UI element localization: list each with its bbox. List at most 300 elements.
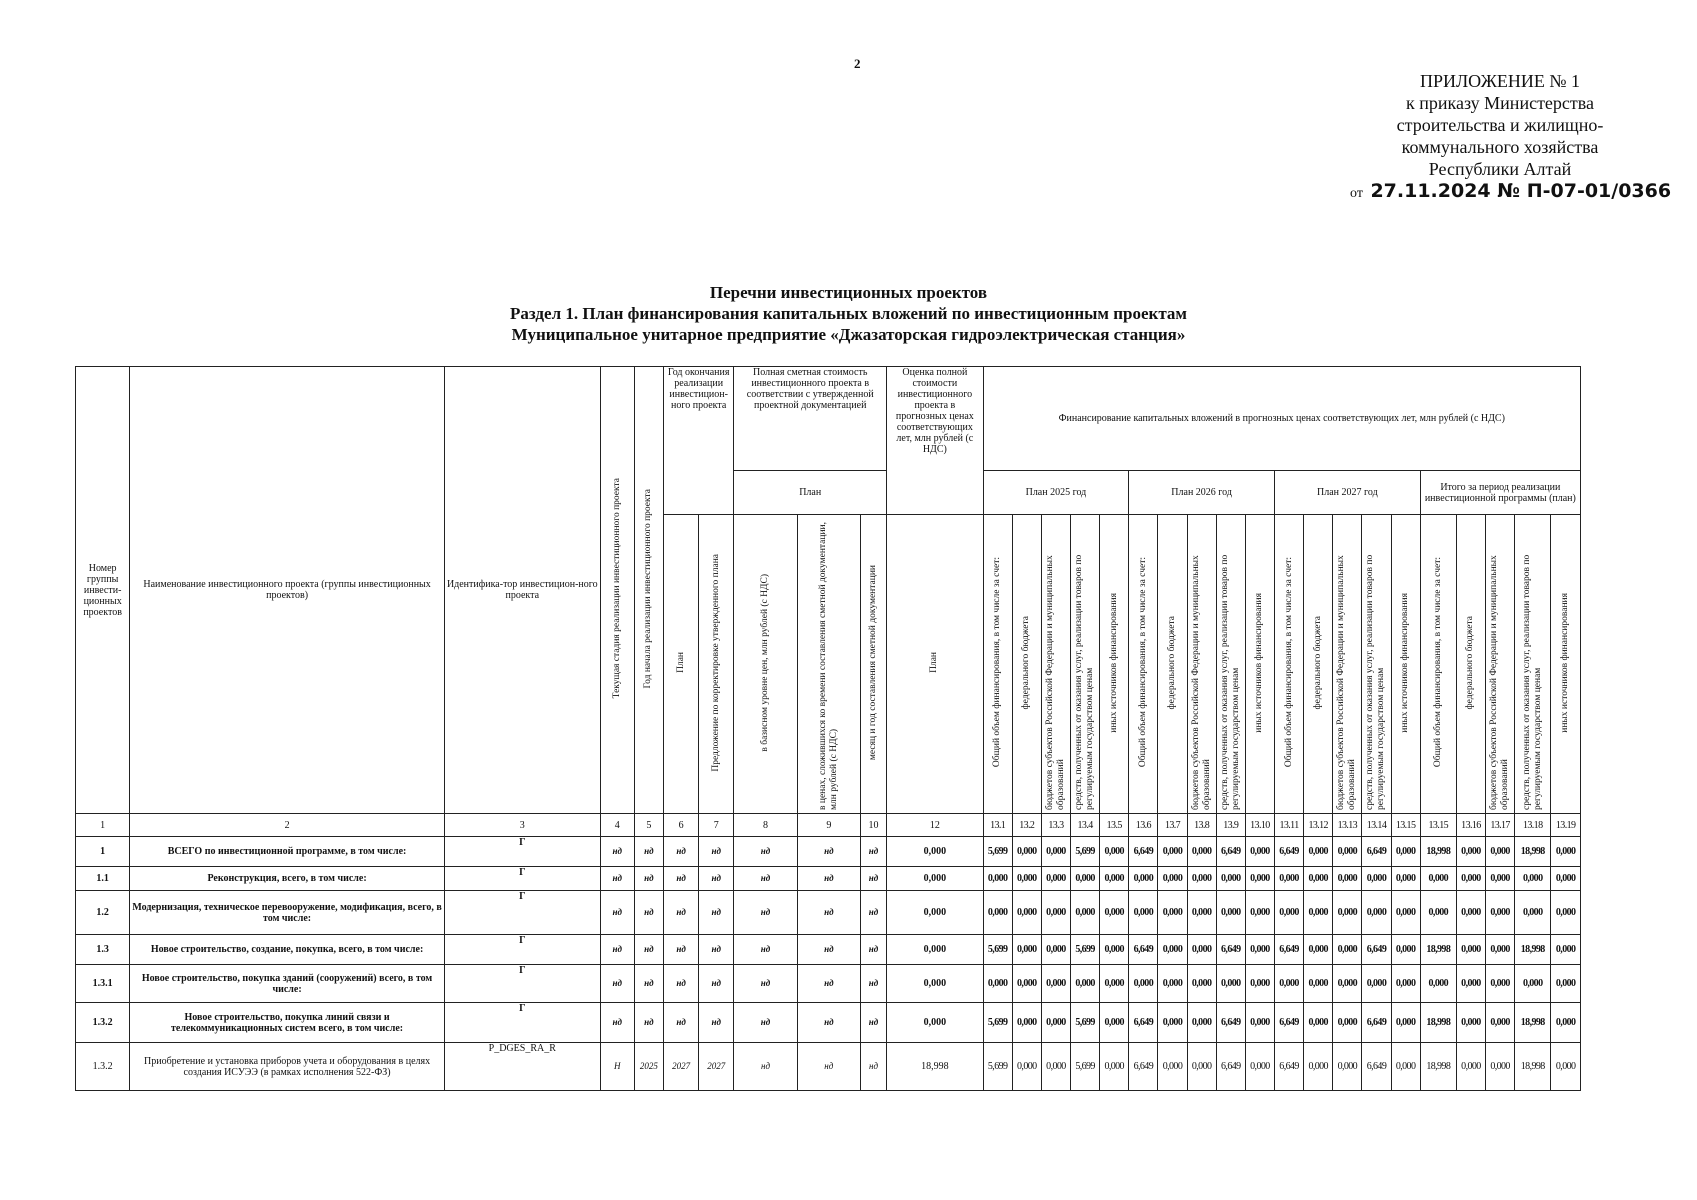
header-cost-current-text: в ценах, сложившихся ко времени составления сметной документации, млн рублей (с НДС) xyxy=(817,521,839,810)
row-cost-current: нд xyxy=(797,837,860,867)
row-financing-value: 0,000 xyxy=(1187,837,1216,867)
header-cost-base xyxy=(734,515,797,814)
row-financing-value: 0,000 xyxy=(1187,965,1216,1003)
row-cost-date: нд xyxy=(860,891,886,935)
row-end-proposal: нд xyxy=(699,935,734,965)
row-financing-value: 0,000 xyxy=(1486,965,1515,1003)
row-financing-value: 0,000 xyxy=(1187,1003,1216,1043)
header-fin-other-text: иных источников финансирования xyxy=(1254,592,1265,733)
document-titles xyxy=(0,282,1697,345)
row-name: Новое строительство, покупка линий связи и телекоммуникационных систем всего, в том числе: xyxy=(130,1003,445,1043)
row-financing-value: 0,000 xyxy=(1304,867,1333,891)
row-financing-value: 6,649 xyxy=(1216,1003,1245,1043)
header-fin-federal-text: федерального бюджета xyxy=(1312,615,1323,710)
row-financing-value: 0,000 xyxy=(1456,965,1485,1003)
header-period-2026: План 2026 год xyxy=(1129,471,1275,515)
row-financing-value: 0,000 xyxy=(1486,837,1515,867)
row-financing-value: 0,000 xyxy=(1304,965,1333,1003)
row-stage: нд xyxy=(600,837,634,867)
column-number: 7 xyxy=(699,814,734,837)
row-financing-value: 0,000 xyxy=(1245,1043,1274,1091)
column-number: 13.9 xyxy=(1216,814,1245,837)
column-number: 12 xyxy=(887,814,983,837)
row-financing-value: 0,000 xyxy=(1041,891,1070,935)
header-fin-regional xyxy=(1187,515,1216,814)
column-number: 13.14 xyxy=(1362,814,1391,837)
row-financing-value: 0,000 xyxy=(1041,837,1070,867)
row-estimate: 0,000 xyxy=(887,891,983,935)
row-financing-value: 6,649 xyxy=(1274,935,1303,965)
row-cost-date: нд xyxy=(860,1003,886,1043)
row-financing-value: 0,000 xyxy=(1158,837,1187,867)
row-financing-value: 0,000 xyxy=(1216,965,1245,1003)
header-fin-other xyxy=(1100,515,1129,814)
row-cost-current: нд xyxy=(797,965,860,1003)
column-number: 13.5 xyxy=(1100,814,1129,837)
appendix-line: Республики Алтай xyxy=(1428,159,1572,179)
row-financing-value: 0,000 xyxy=(1456,867,1485,891)
column-number: 3 xyxy=(444,814,600,837)
header-financing: Финансирование капитальных вложений в прогнозных ценах соответствующих лет, млн рублей (с НДС) xyxy=(983,367,1580,471)
header-start-year-text: Год начала реализации инвестиционного проекта xyxy=(643,488,654,689)
row-financing-value: 5,699 xyxy=(983,1003,1012,1043)
header-end-proposal-text: Предложение по корректировке утвержденного плана xyxy=(710,553,721,772)
row-financing-value: 0,000 xyxy=(1420,891,1456,935)
row-financing-value: 5,699 xyxy=(1071,1043,1100,1091)
header-fin-federal xyxy=(1456,515,1485,814)
row-financing-value: 0,000 xyxy=(1100,965,1129,1003)
row-financing-value: 0,000 xyxy=(1304,1043,1333,1091)
row-stage: Н xyxy=(600,1043,634,1091)
header-fin-other xyxy=(1551,515,1581,814)
row-cost-current: нд xyxy=(797,891,860,935)
row-financing-value: 18,998 xyxy=(1515,935,1551,965)
row-number: 1.3.2 xyxy=(76,1043,130,1091)
table-row xyxy=(76,935,1581,965)
row-financing-value: 0,000 xyxy=(1274,965,1303,1003)
row-cost-base: нд xyxy=(734,935,797,965)
row-financing-value: 0,000 xyxy=(1333,965,1362,1003)
row-number: 1.2 xyxy=(76,891,130,935)
row-estimate: 0,000 xyxy=(887,965,983,1003)
row-financing-value: 0,000 xyxy=(1391,891,1420,935)
header-fin-federal xyxy=(1304,515,1333,814)
row-financing-value: 0,000 xyxy=(1187,891,1216,935)
header-fin-other-text: иных источников финансирования xyxy=(1108,592,1119,733)
row-financing-value: 18,998 xyxy=(1515,1043,1551,1091)
row-financing-value: 6,649 xyxy=(1129,1043,1158,1091)
header-fin-regional xyxy=(1486,515,1515,814)
row-financing-value: 0,000 xyxy=(1333,891,1362,935)
row-cost-current: нд xyxy=(797,1043,860,1091)
header-fin-tariff-text: средств, полученных от оказания услуг, реализации товаров по регулируемым государством ценам xyxy=(1521,554,1543,810)
row-financing-value: 0,000 xyxy=(1012,1003,1041,1043)
column-number: 13.17 xyxy=(1486,814,1515,837)
row-financing-value: 0,000 xyxy=(1245,891,1274,935)
row-end-plan: нд xyxy=(663,1003,698,1043)
row-financing-value: 6,649 xyxy=(1362,1003,1391,1043)
table-body xyxy=(76,814,1581,1091)
column-number: 13.1 xyxy=(983,814,1012,837)
row-financing-value: 0,000 xyxy=(1158,1043,1187,1091)
row-number: 1 xyxy=(76,837,130,867)
row-financing-value: 0,000 xyxy=(983,891,1012,935)
row-financing-value: 6,649 xyxy=(1362,837,1391,867)
row-financing-value: 0,000 xyxy=(1486,867,1515,891)
row-end-plan: нд xyxy=(663,867,698,891)
column-number: 9 xyxy=(797,814,860,837)
column-number: 13.8 xyxy=(1187,814,1216,837)
header-stage-text: Текущая стадия реализации инвестиционного проекта xyxy=(611,478,622,699)
header-estimate: Оценка полной стоимости инвестиционного проекта в прогнозных ценах соответствующих лет, млн рублей (с НДС) xyxy=(887,367,983,515)
row-cost-base: нд xyxy=(734,1003,797,1043)
header-fin-regional-text: бюджетов субъектов Российской Федерации и муниципальных образований xyxy=(1336,555,1358,810)
row-financing-value: 0,000 xyxy=(1012,965,1041,1003)
row-identifier: Г xyxy=(444,837,600,867)
row-estimate: 0,000 xyxy=(887,935,983,965)
row-financing-value: 0,000 xyxy=(1362,965,1391,1003)
column-number: 13.3 xyxy=(1041,814,1070,837)
row-financing-value: 0,000 xyxy=(1100,867,1129,891)
row-financing-value: 0,000 xyxy=(1333,1043,1362,1091)
row-financing-value: 6,649 xyxy=(1129,935,1158,965)
header-fin-tariff-text: средств, полученных от оказания услуг, реализации товаров по регулируемым государством ценам xyxy=(1074,554,1096,810)
row-financing-value: 0,000 xyxy=(1391,965,1420,1003)
row-financing-value: 0,000 xyxy=(1333,1003,1362,1043)
row-financing-value: 0,000 xyxy=(1304,837,1333,867)
row-end-plan: нд xyxy=(663,891,698,935)
header-cost-base-text: в базисном уровне цен, млн рублей (с НДС) xyxy=(760,573,770,752)
table-row xyxy=(76,867,1581,891)
row-end-proposal: нд xyxy=(699,837,734,867)
appendix-line: ПРИЛОЖЕНИЕ № 1 xyxy=(1419,71,1581,91)
row-financing-value: 0,000 xyxy=(1129,867,1158,891)
appendix-block xyxy=(1350,70,1672,205)
row-financing-value: 0,000 xyxy=(1304,935,1333,965)
row-financing-value: 0,000 xyxy=(1456,935,1485,965)
header-fin-regional xyxy=(1041,515,1070,814)
row-financing-value: 0,000 xyxy=(1158,965,1187,1003)
row-start-year: нд xyxy=(634,935,663,965)
header-fin-other-text: иных источников финансирования xyxy=(1560,592,1571,733)
row-cost-current: нд xyxy=(797,867,860,891)
column-number: 13.7 xyxy=(1158,814,1187,837)
row-financing-value: 0,000 xyxy=(1362,867,1391,891)
row-end-proposal: нд xyxy=(699,891,734,935)
table-row xyxy=(76,891,1581,935)
header-fin-total-text: Общий объем финансирования, в том числе за счет: xyxy=(1432,557,1443,768)
row-end-plan: нд xyxy=(663,935,698,965)
row-financing-value: 0,000 xyxy=(1304,891,1333,935)
column-number: 13.10 xyxy=(1245,814,1274,837)
order-prefix: от xyxy=(1350,186,1363,201)
row-financing-value: 0,000 xyxy=(1012,935,1041,965)
header-fin-regional xyxy=(1333,515,1362,814)
row-financing-value: 0,000 xyxy=(1129,965,1158,1003)
row-financing-value: 18,998 xyxy=(1515,1003,1551,1043)
row-cost-base: нд xyxy=(734,891,797,935)
row-estimate: 0,000 xyxy=(887,1003,983,1043)
row-end-proposal: нд xyxy=(699,1003,734,1043)
row-financing-value: 0,000 xyxy=(1187,867,1216,891)
column-number: 13.6 xyxy=(1129,814,1158,837)
row-financing-value: 0,000 xyxy=(1304,1003,1333,1043)
column-number: 13.4 xyxy=(1071,814,1100,837)
row-cost-base: нд xyxy=(734,867,797,891)
row-name: ВСЕГО по инвестиционной программе, в том числе: xyxy=(130,837,445,867)
header-identifier: Идентифика-тор инвестицион-ного проекта xyxy=(444,367,600,814)
row-financing-value: 0,000 xyxy=(1486,891,1515,935)
header-fin-regional-text: бюджетов субъектов Российской Федерации и муниципальных образований xyxy=(1190,555,1212,810)
organization-title: Муниципальное унитарное предприятие «Джазаторская гидроэлектрическая станция» xyxy=(511,325,1186,344)
document-title: Перечни инвестиционных проектов xyxy=(709,283,988,302)
row-name: Новое строительство, покупка зданий (сооружений) всего, в том числе: xyxy=(130,965,445,1003)
row-identifier: Г xyxy=(444,891,600,935)
row-financing-value: 18,998 xyxy=(1515,837,1551,867)
row-financing-value: 0,000 xyxy=(1245,1003,1274,1043)
header-fin-total-text: Общий объем финансирования, в том числе за счет: xyxy=(1137,557,1148,768)
column-number: 5 xyxy=(634,814,663,837)
order-date-number: 27.11.2024 № П-07-01/0366 xyxy=(1370,180,1672,202)
row-financing-value: 6,649 xyxy=(1362,935,1391,965)
header-fin-tariff xyxy=(1071,515,1100,814)
row-name: Реконструкция, всего, в том числе: xyxy=(130,867,445,891)
header-fin-federal xyxy=(1012,515,1041,814)
row-financing-value: 0,000 xyxy=(1391,1043,1420,1091)
row-cost-base: нд xyxy=(734,837,797,867)
row-financing-value: 18,998 xyxy=(1420,837,1456,867)
row-number: 1.3.1 xyxy=(76,965,130,1003)
row-cost-current: нд xyxy=(797,1003,860,1043)
row-financing-value: 0,000 xyxy=(1216,867,1245,891)
header-end-plan-text: План xyxy=(675,652,686,673)
order-line xyxy=(1350,180,1672,205)
row-financing-value: 0,000 xyxy=(1486,1043,1515,1091)
row-cost-date: нд xyxy=(860,837,886,867)
row-name: Новое строительство, создание, покупка, всего, в том числе: xyxy=(130,935,445,965)
row-cost-current: нд xyxy=(797,935,860,965)
row-financing-value: 6,649 xyxy=(1274,837,1303,867)
row-financing-value: 0,000 xyxy=(1391,837,1420,867)
row-name: Приобретение и установка приборов учета и оборудования в целях создания ИСУЭЭ (в рамках исполнения 522-ФЗ) xyxy=(130,1043,445,1091)
header-stage xyxy=(600,367,634,814)
row-financing-value: 0,000 xyxy=(1486,1003,1515,1043)
row-financing-value: 0,000 xyxy=(1158,935,1187,965)
row-estimate: 0,000 xyxy=(887,867,983,891)
row-financing-value: 0,000 xyxy=(1129,891,1158,935)
row-financing-value: 0,000 xyxy=(1041,1003,1070,1043)
header-cost-date xyxy=(860,515,886,814)
row-financing-value: 0,000 xyxy=(1551,867,1581,891)
column-number: 13.18 xyxy=(1515,814,1551,837)
header-fin-tariff xyxy=(1515,515,1551,814)
row-financing-value: 0,000 xyxy=(1100,837,1129,867)
header-end-plan xyxy=(663,515,698,814)
row-start-year: нд xyxy=(634,891,663,935)
column-number: 13.15 xyxy=(1391,814,1420,837)
row-identifier: Г xyxy=(444,935,600,965)
header-fin-total-text: Общий объем финансирования, в том числе за счет: xyxy=(992,557,1003,768)
row-financing-value: 0,000 xyxy=(1515,965,1551,1003)
row-start-year: 2025 xyxy=(634,1043,663,1091)
column-number: 8 xyxy=(734,814,797,837)
investment-table xyxy=(75,366,1581,1091)
header-cost-current xyxy=(797,515,860,814)
appendix-line: коммунального хозяйства xyxy=(1401,137,1599,157)
header-fin-federal-text: федерального бюджета xyxy=(1465,615,1476,710)
row-financing-value: 0,000 xyxy=(1158,891,1187,935)
row-stage: нд xyxy=(600,935,634,965)
row-end-plan: нд xyxy=(663,965,698,1003)
row-financing-value: 0,000 xyxy=(1362,891,1391,935)
row-financing-value: 0,000 xyxy=(1245,867,1274,891)
header-fin-other xyxy=(1245,515,1274,814)
row-financing-value: 0,000 xyxy=(1071,891,1100,935)
column-number: 13.13 xyxy=(1333,814,1362,837)
row-financing-value: 0,000 xyxy=(1274,867,1303,891)
header-fin-federal-text: федерального бюджета xyxy=(1166,615,1177,710)
row-financing-value: 6,649 xyxy=(1129,1003,1158,1043)
row-identifier: P_DGES_RA_R xyxy=(444,1043,600,1091)
header-fin-tariff xyxy=(1216,515,1245,814)
header-fin-total xyxy=(1274,515,1303,814)
table-row xyxy=(76,1043,1581,1091)
row-financing-value: 18,998 xyxy=(1420,1043,1456,1091)
row-financing-value: 18,998 xyxy=(1420,1003,1456,1043)
header-fin-other xyxy=(1391,515,1420,814)
row-financing-value: 0,000 xyxy=(1456,891,1485,935)
header-estimate-plan-text: План xyxy=(929,652,940,673)
row-number: 1.3.2 xyxy=(76,1003,130,1043)
column-number: 13.2 xyxy=(1012,814,1041,837)
row-financing-value: 0,000 xyxy=(1333,935,1362,965)
row-financing-value: 0,000 xyxy=(1333,837,1362,867)
header-period-2025: План 2025 год xyxy=(983,471,1129,515)
column-number: 13.15 xyxy=(1420,814,1456,837)
row-identifier: Г xyxy=(444,867,600,891)
header-period-2027: План 2027 год xyxy=(1274,471,1420,515)
column-number: 2 xyxy=(130,814,445,837)
header-fin-tariff-text: средств, полученных от оказания услуг, реализации товаров по регулируемым государством ценам xyxy=(1365,554,1387,810)
row-financing-value: 0,000 xyxy=(983,867,1012,891)
row-financing-value: 6,649 xyxy=(1216,837,1245,867)
row-financing-value: 5,699 xyxy=(983,935,1012,965)
row-name: Модернизация, техническое перевооружение, модификация, всего, в том числе: xyxy=(130,891,445,935)
row-financing-value: 0,000 xyxy=(1245,965,1274,1003)
row-end-proposal: нд xyxy=(699,867,734,891)
row-cost-base: нд xyxy=(734,1043,797,1091)
row-financing-value: 0,000 xyxy=(1391,1003,1420,1043)
row-financing-value: 0,000 xyxy=(1100,935,1129,965)
header-fin-total-text: Общий объем финансирования, в том числе за счет: xyxy=(1283,557,1294,768)
row-financing-value: 0,000 xyxy=(1071,867,1100,891)
header-end-proposal xyxy=(699,515,734,814)
row-financing-value: 0,000 xyxy=(1245,837,1274,867)
row-start-year: нд xyxy=(634,867,663,891)
header-fin-tariff-text: средств, полученных от оказания услуг, реализации товаров по регулируемым государством ценам xyxy=(1219,554,1241,810)
header-fin-tariff xyxy=(1362,515,1391,814)
row-financing-value: 0,000 xyxy=(1100,1003,1129,1043)
row-end-plan: нд xyxy=(663,837,698,867)
row-estimate: 0,000 xyxy=(887,837,983,867)
row-financing-value: 0,000 xyxy=(1012,891,1041,935)
row-financing-value: 0,000 xyxy=(1391,867,1420,891)
header-fin-regional-text: бюджетов субъектов Российской Федерации и муниципальных образований xyxy=(1044,555,1066,810)
row-financing-value: 0,000 xyxy=(1274,891,1303,935)
column-number: 13.16 xyxy=(1456,814,1485,837)
row-cost-base: нд xyxy=(734,965,797,1003)
row-financing-value: 0,000 xyxy=(1041,935,1070,965)
row-financing-value: 0,000 xyxy=(1158,1003,1187,1043)
row-end-proposal: 2027 xyxy=(699,1043,734,1091)
row-financing-value: 5,699 xyxy=(983,837,1012,867)
row-financing-value: 18,998 xyxy=(1420,935,1456,965)
row-financing-value: 0,000 xyxy=(1100,1043,1129,1091)
table-row xyxy=(76,1003,1581,1043)
row-financing-value: 5,699 xyxy=(983,1043,1012,1091)
row-financing-value: 0,000 xyxy=(1515,891,1551,935)
row-cost-date: нд xyxy=(860,935,886,965)
column-number: 4 xyxy=(600,814,634,837)
row-financing-value: 0,000 xyxy=(1456,837,1485,867)
row-financing-value: 0,000 xyxy=(1158,867,1187,891)
header-fin-other-text: иных источников финансирования xyxy=(1400,592,1411,733)
row-number: 1.1 xyxy=(76,867,130,891)
row-financing-value: 5,699 xyxy=(1071,837,1100,867)
row-financing-value: 0,000 xyxy=(1012,837,1041,867)
row-financing-value: 0,000 xyxy=(1456,1043,1485,1091)
column-number-row xyxy=(76,814,1581,837)
header-fin-regional-text: бюджетов субъектов Российской Федерации и муниципальных образований xyxy=(1489,555,1511,810)
row-end-proposal: нд xyxy=(699,965,734,1003)
row-financing-value: 0,000 xyxy=(1012,1043,1041,1091)
row-financing-value: 0,000 xyxy=(1551,965,1581,1003)
page-number: 2 xyxy=(854,56,861,71)
table-row xyxy=(76,965,1581,1003)
row-financing-value: 5,699 xyxy=(1071,1003,1100,1043)
row-identifier: Г xyxy=(444,1003,600,1043)
header-group-no: Номер группы инвести-ционных проектов xyxy=(76,367,130,814)
row-financing-value: 0,000 xyxy=(1551,1003,1581,1043)
row-financing-value: 6,649 xyxy=(1274,1043,1303,1091)
row-cost-date: нд xyxy=(860,965,886,1003)
row-cost-date: нд xyxy=(860,867,886,891)
column-number: 10 xyxy=(860,814,886,837)
row-financing-value: 0,000 xyxy=(1456,1003,1485,1043)
column-number: 6 xyxy=(663,814,698,837)
row-financing-value: 0,000 xyxy=(1391,935,1420,965)
header-project-name: Наименование инвестиционного проекта (группы инвестиционных проектов) xyxy=(130,367,445,814)
row-estimate: 18,998 xyxy=(887,1043,983,1091)
header-fin-federal-text: федерального бюджета xyxy=(1021,615,1032,710)
row-start-year: нд xyxy=(634,965,663,1003)
row-financing-value: 0,000 xyxy=(1041,1043,1070,1091)
header-full-cost: Полная сметная стоимость инвестиционного проекта в соответствии с утвержденной проектной документацией xyxy=(734,367,887,471)
row-financing-value: 0,000 xyxy=(1420,965,1456,1003)
row-stage: нд xyxy=(600,867,634,891)
row-financing-value: 6,649 xyxy=(1274,1003,1303,1043)
row-end-plan: 2027 xyxy=(663,1043,698,1091)
column-number: 1 xyxy=(76,814,130,837)
row-financing-value: 6,649 xyxy=(1216,1043,1245,1091)
row-financing-value: 5,699 xyxy=(1071,935,1100,965)
header-cost-date-text: месяц и год составления сметной документации xyxy=(868,564,879,761)
row-financing-value: 0,000 xyxy=(1041,965,1070,1003)
appendix-line: к приказу Министерства xyxy=(1405,93,1595,113)
header-estimate-plan xyxy=(887,515,983,814)
table-row xyxy=(76,837,1581,867)
row-identifier: Г xyxy=(444,965,600,1003)
